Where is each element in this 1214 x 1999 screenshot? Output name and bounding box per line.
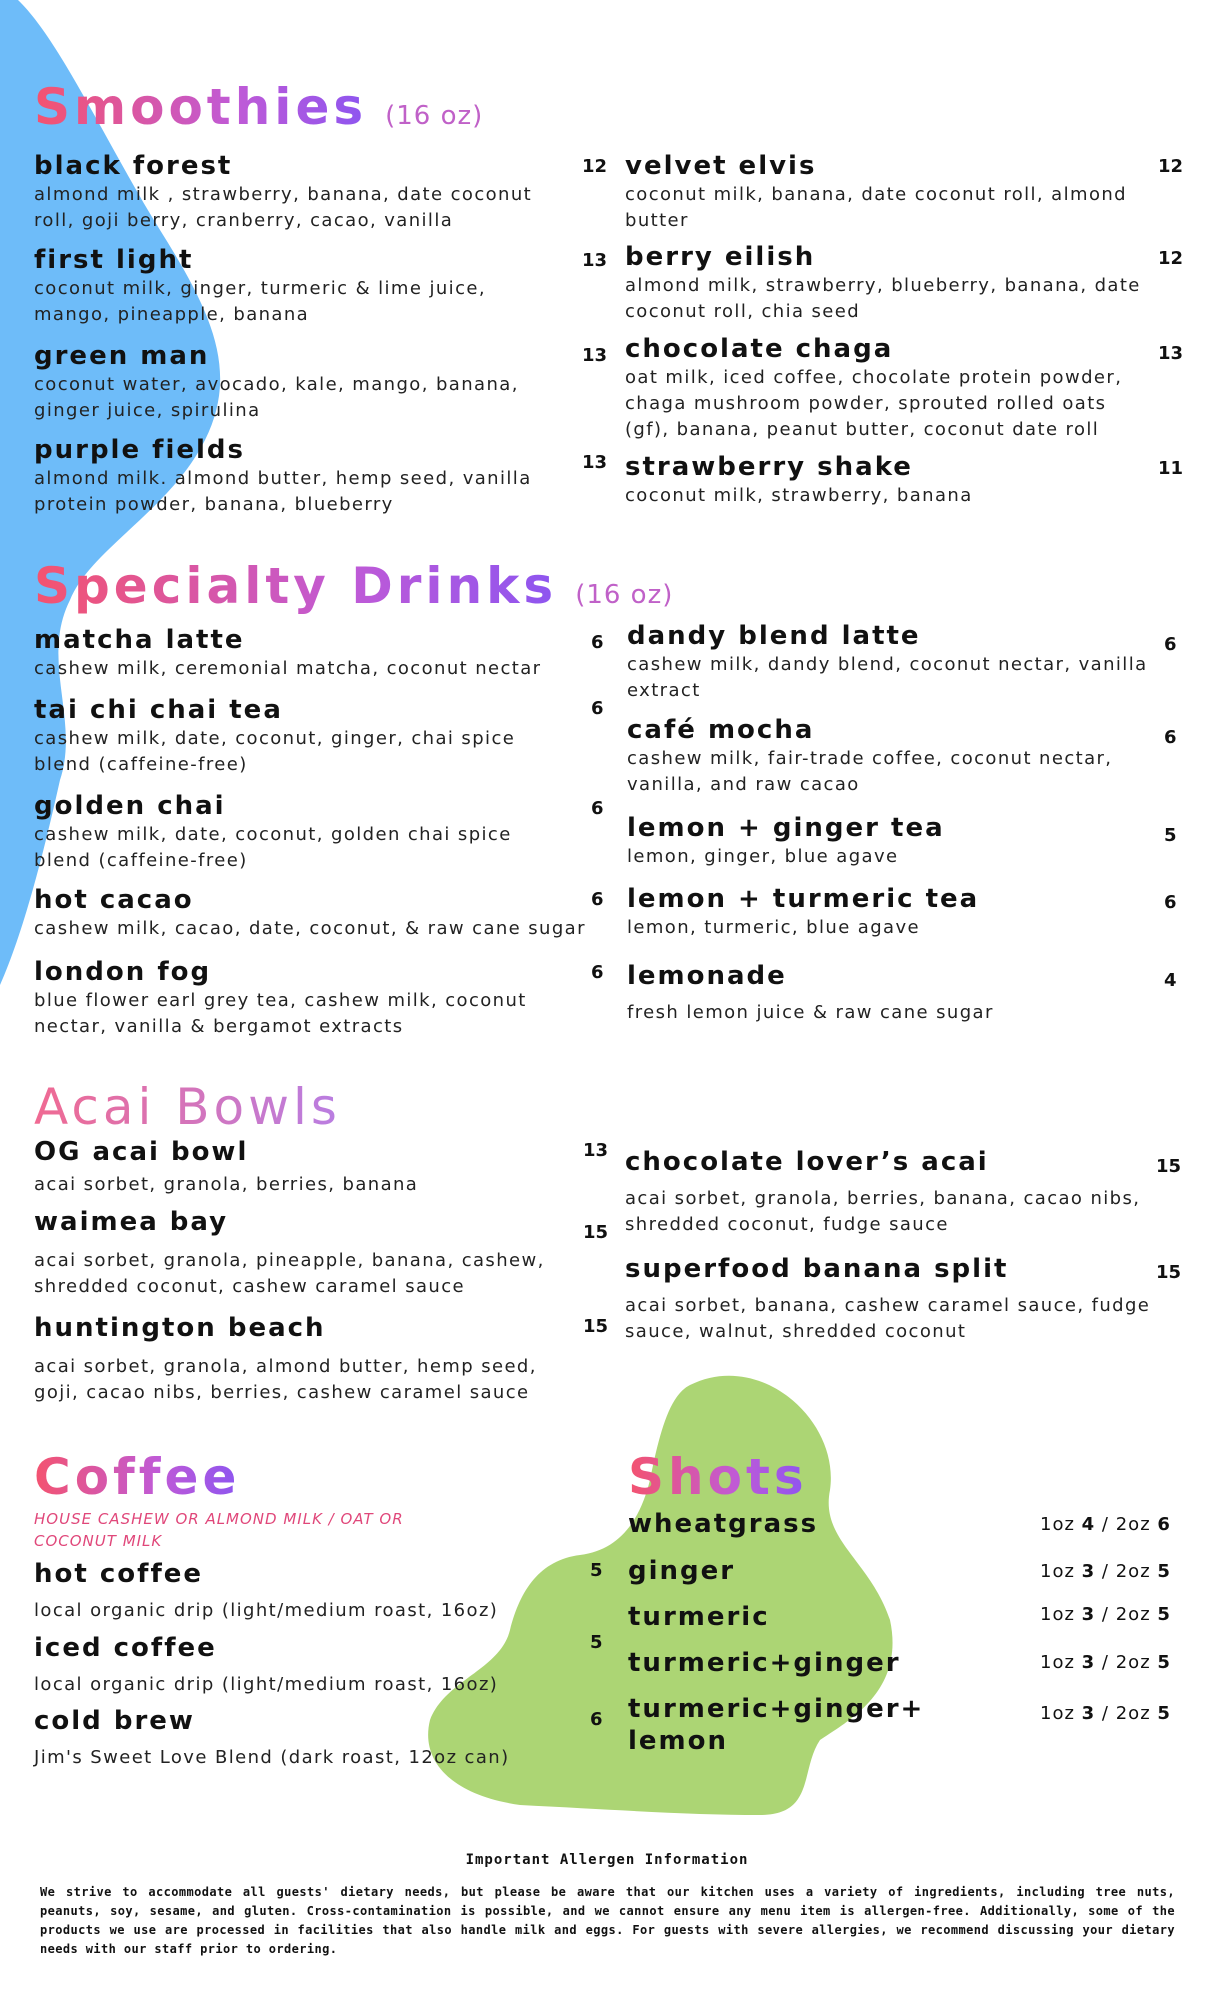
specialty-title-text: Specialty Drinks (34, 557, 558, 615)
menu-item (627, 883, 1157, 941)
item-name: matcha latte (34, 625, 245, 655)
shot-sizes: 1oz 3 / 2oz 5 (1040, 1604, 1171, 1625)
coffee-title-text: Coffee (34, 1448, 241, 1506)
shot-item (628, 1555, 735, 1587)
item-desc: coconut milk, banana, date coconut roll, almond butter (625, 184, 1127, 231)
item-name: hot coffee (34, 1559, 204, 1589)
item-desc: cashew milk, ceremonial matcha, coconut nectar (34, 658, 542, 679)
item-name: lemon + ginger tea (627, 813, 945, 843)
item-name: superfood banana split (625, 1254, 1009, 1284)
menu-item (625, 241, 1155, 325)
item-price: 11 (1158, 458, 1184, 479)
item-desc: lemon, turmeric, blue agave (627, 917, 921, 938)
item-price: 6 (591, 798, 604, 819)
menu-item (34, 1312, 574, 1406)
menu-item (34, 340, 554, 424)
item-price: 4 (1164, 970, 1177, 991)
menu-item (625, 451, 1155, 509)
item-price: 13 (583, 1140, 609, 1161)
item-desc: coconut water, avocado, kale, mango, banana, ginger juice, spirulina (34, 374, 519, 421)
item-price: 5 (590, 1560, 603, 1581)
item-desc: local organic drip (light/medium roast, 16oz) (34, 1674, 499, 1695)
shot-name: wheatgrass (628, 1509, 819, 1539)
item-price: 13 (582, 250, 608, 271)
item-name: café mocha (627, 715, 815, 745)
allergen-title: Important Allergen Information (465, 1852, 749, 1868)
menu-item (34, 1705, 574, 1771)
smoothies-size: (16 oz) (385, 101, 484, 131)
item-price: 6 (591, 889, 604, 910)
menu-item (34, 1206, 574, 1300)
item-name: london fog (34, 957, 212, 987)
item-name: velvet elvis (625, 151, 817, 181)
item-name: cold brew (34, 1706, 195, 1736)
item-price: 13 (1158, 343, 1184, 364)
item-name: iced coffee (34, 1633, 217, 1663)
acai-title-text: Acai Bowls (34, 1078, 341, 1136)
item-price: 12 (1158, 156, 1184, 177)
item-desc: Jim's Sweet Love Blend (dark roast, 12oz can) (34, 1747, 510, 1768)
menu-item (627, 620, 1157, 704)
item-desc: coconut milk, strawberry, banana (625, 485, 973, 506)
menu-item (34, 1136, 574, 1198)
item-name: first light (34, 245, 194, 275)
item-price: 5 (1164, 825, 1177, 846)
item-name: purple fields (34, 435, 246, 465)
item-name: berry eilish (625, 242, 816, 272)
coffee-title (34, 1448, 241, 1506)
item-desc: acai sorbet, granola, almond butter, hemp seed, goji, cacao nibs, berries, cashew caramel sauce (34, 1356, 537, 1403)
item-name: waimea bay (34, 1207, 229, 1237)
item-desc: cashew milk, fair-trade coffee, coconut nectar, vanilla, and raw cacao (627, 748, 1113, 795)
item-desc: coconut milk, ginger, turmeric & lime juice, mango, pineapple, banana (34, 278, 486, 325)
menu-item (627, 812, 1157, 870)
shot-item (628, 1647, 901, 1679)
menu-item (34, 694, 574, 778)
menu-item (627, 714, 1157, 798)
menu-item (625, 1253, 1155, 1345)
item-price: 6 (591, 632, 604, 653)
specialty-size: (16 oz) (575, 580, 674, 610)
allergen-text: We strive to accommodate all guests' dietary needs, but please be aware that our kitchen uses a variety of ingredients, including tree nuts, peanuts, soy, sesame, and gluten. Cross-contamination is possible, and we cannot ensure any menu item is allergen-free. Additionally, some of the products we use are processed in facilities that also handle milk and eggs. For guests with severe allergies, we recommend discussing your dietary needs with our staff prior to ordering. (40, 1885, 1175, 1956)
menu-item (34, 244, 554, 328)
menu-item (625, 1146, 1155, 1238)
specialty-title (34, 557, 674, 615)
item-price: 15 (1156, 1262, 1182, 1283)
item-name: chocolate chaga (625, 334, 894, 364)
item-name: lemon + turmeric tea (627, 884, 980, 914)
item-name: green man (34, 341, 210, 371)
item-price: 12 (582, 156, 608, 177)
menu-item (34, 1558, 574, 1624)
item-price: 5 (590, 1632, 603, 1653)
item-desc: cashew milk, dandy blend, coconut nectar, vanilla extract (627, 654, 1148, 701)
menu-item (34, 956, 574, 1040)
item-price: 6 (591, 698, 604, 719)
smoothies-title-text: Smoothies (34, 78, 368, 136)
milk-options-note: HOUSE CASHEW OR ALMOND MILK / OAT OR COCONUT MILK (34, 1510, 404, 1550)
item-price: 6 (591, 962, 604, 983)
item-desc: oat milk, iced coffee, chocolate protein powder, chaga mushroom powder, sprouted rolled oats (gf), banana, peanut butter, coconut date roll (625, 367, 1123, 440)
item-price: 6 (1164, 634, 1177, 655)
shot-name: turmeric+ginger (628, 1648, 901, 1678)
menu-item (34, 884, 634, 942)
item-name: tai chi chai tea (34, 695, 283, 725)
acai-title (34, 1078, 341, 1136)
item-desc: local organic drip (light/medium roast, 16oz) (34, 1600, 499, 1621)
menu-item (625, 150, 1155, 234)
menu-item (34, 790, 574, 874)
menu-item (34, 1632, 574, 1698)
item-price: 12 (1158, 248, 1184, 269)
menu-item (34, 434, 554, 518)
item-desc: almond milk, strawberry, blueberry, banana, date coconut roll, chia seed (625, 275, 1141, 322)
shot-name: turmeric+ginger+ (628, 1694, 925, 1724)
item-desc: acai sorbet, banana, cashew caramel sauce, fudge sauce, walnut, shredded coconut (625, 1295, 1151, 1342)
shots-title (628, 1448, 808, 1506)
shot-sizes: 1oz 3 / 2oz 5 (1040, 1561, 1171, 1582)
shots-title-text: Shots (628, 1448, 808, 1506)
menu-item (627, 960, 1157, 1026)
shot-sizes: 1oz 4 / 2oz 6 (1040, 1514, 1171, 1535)
item-price: 6 (1164, 727, 1177, 748)
item-name: lemonade (627, 961, 787, 991)
smoothies-title (34, 78, 484, 136)
item-desc: acai sorbet, granola, berries, banana (34, 1174, 419, 1195)
menu-item (625, 333, 1155, 443)
item-desc: almond milk , strawberry, banana, date coconut roll, goji berry, cranberry, cacao, vanilla (34, 184, 533, 231)
shot-name-line2: lemon (628, 1726, 729, 1756)
item-name: strawberry shake (625, 452, 913, 482)
item-name: black forest (34, 151, 233, 181)
item-desc: lemon, ginger, blue agave (627, 846, 899, 867)
item-price: 13 (582, 345, 608, 366)
item-desc: almond milk. almond butter, hemp seed, vanilla protein powder, banana, blueberry (34, 468, 532, 515)
item-desc: cashew milk, date, coconut, golden chai spice blend (caffeine-free) (34, 824, 512, 871)
shot-item (628, 1601, 770, 1633)
item-name: golden chai (34, 791, 226, 821)
shot-name: turmeric (628, 1602, 770, 1632)
item-name: OG acai bowl (34, 1137, 249, 1167)
item-name: huntington beach (34, 1313, 326, 1343)
item-desc: fresh lemon juice & raw cane sugar (627, 1002, 994, 1023)
shot-item (628, 1693, 924, 1757)
item-desc: acai sorbet, granola, pineapple, banana, cashew, shredded coconut, cashew caramel sauce (34, 1250, 545, 1297)
item-name: hot cacao (34, 885, 194, 915)
shot-sizes: 1oz 3 / 2oz 5 (1040, 1652, 1171, 1673)
item-price: 6 (590, 1709, 603, 1730)
shot-name: ginger (628, 1556, 736, 1586)
item-price: 13 (582, 452, 608, 473)
shot-item (628, 1508, 818, 1540)
item-desc: cashew milk, date, coconut, ginger, chai spice blend (caffeine-free) (34, 728, 516, 775)
item-price: 15 (583, 1316, 609, 1337)
item-name: dandy blend latte (627, 621, 921, 651)
item-desc: blue flower earl grey tea, cashew milk, coconut nectar, vanilla & bergamot extracts (34, 990, 527, 1037)
item-name: chocolate lover’s acai (625, 1147, 989, 1177)
item-price: 15 (583, 1222, 609, 1243)
menu-item (34, 624, 574, 682)
item-desc: acai sorbet, granola, berries, banana, cacao nibs, shredded coconut, fudge sauce (625, 1188, 1141, 1235)
item-price: 6 (1164, 892, 1177, 913)
menu-item (34, 150, 554, 234)
item-price: 15 (1156, 1156, 1182, 1177)
item-desc: cashew milk, cacao, date, coconut, & raw cane sugar (34, 918, 586, 939)
shot-sizes: 1oz 3 / 2oz 5 (1040, 1703, 1171, 1724)
